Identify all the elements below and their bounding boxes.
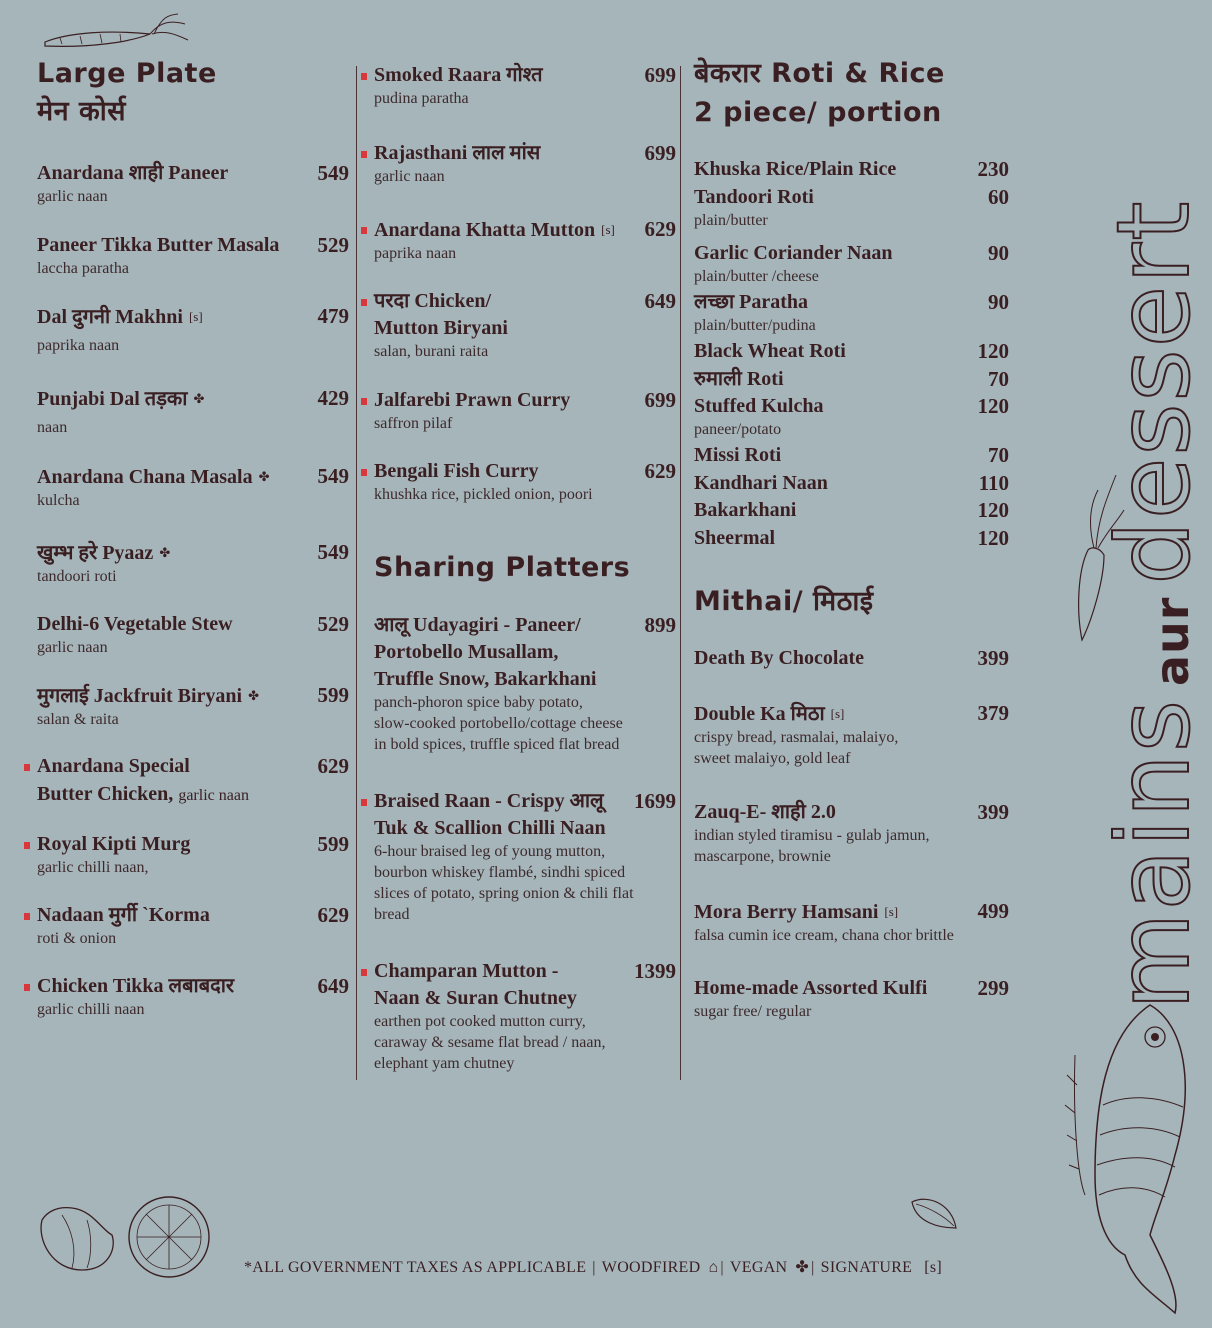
bread-item: Kandhari Naan 110 [694,471,1009,495]
signature-label: SIGNATURE [820,1259,913,1276]
menu-item-signature: Anardana Khatta Mutton [s] 629 paprika naan [374,217,676,262]
menu-item: मुगलाई Jackfruit Biryani ✤ 599 salan & raita [37,683,349,728]
vegan-icon: ✤ [193,391,205,406]
side-title-aur: aur [1145,596,1199,687]
menu-item: Delhi-6 Vegetable Stew 529 garlic naan [37,612,349,656]
menu-item: Dal दुगनी Makhni [s] 479 paprika naan [37,304,349,354]
menu-item-signature: परदा Chicken/ Mutton Biryani 649 salan, burani raita [374,289,676,360]
fish-sketch [1055,995,1195,1315]
platter-item-signature: Braised Raan - Crispy आलू Tuk & Scallion Chilli Naan 1699 6-hour braised leg of young mutton, bourbon whiskey flambé, sindhi spiced slices of potato, spring onion & chili flat bread [374,789,676,923]
dessert-item: Zauq-E- शाही 2.0 399 indian styled tiramisu - gulab jamun, mascarpone, brownie [694,800,1009,865]
main-course-heading-hindi: मेन कोर्स [37,96,127,127]
menu-item-signature: Bengali Fish Curry 629 khushka rice, pickled onion, poori [374,459,676,503]
taxes-note: *ALL GOVERNMENT TAXES AS APPLICABLE [244,1259,587,1276]
vegan-icon: ✤ [159,545,171,560]
menu-item-signature: Royal Kipti Murg 599 garlic chilli naan, [37,832,349,876]
large-plate-heading: Large Plate [37,58,217,89]
menu-item-signature: Smoked Raara गोश्त 699 pudina paratha [374,63,676,107]
vegan-icon: ✤ [258,469,270,484]
menu-item: खुम्भ हरे Pyaaz ✤ 549 tandoori roti [37,540,349,585]
menu-item-signature: Chicken Tikka लबाबदार 649 garlic chilli naan [37,974,349,1018]
lemon-slice-sketch [124,1192,214,1282]
legend-footer: *ALL GOVERNMENT TAXES AS APPLICABLE | WOODFIRED ⌂ | VEGAN ✤ | SIGNATURE [s] [244,1259,943,1276]
bread-item: Missi Roti 70 [694,443,1009,467]
portion-subheading: 2 piece/ portion [694,97,942,128]
cardamom-sketch [908,1194,960,1234]
menu-item-signature: Rajasthani लाल मांस 699 garlic naan [374,141,676,185]
bread-item: रुमाली Roti 70 [694,367,1009,391]
menu-item-signature: Jalfarebi Prawn Curry 699 saffron pilaf [374,388,676,432]
roti-rice-heading: बेकरार Roti & Rice [694,58,945,89]
mithai-heading: Mithai/ मिठाई [694,586,874,617]
menu-item-signature: Nadaan मुर्गी `Korma 629 roti & onion [37,903,349,947]
side-title-mains: mains [1095,698,1212,1010]
bread-item: Garlic Coriander Naan 90 plain/butter /cheese [694,241,1009,285]
dessert-item: Mora Berry Hamsani [s] 499 falsa cumin ice cream, chana chor brittle [694,899,1009,944]
platter-item: आलू Udayagiri - Paneer/ Portobello Musallam, Truffle Snow, Bakarkhani 899 panch-phoron spice baby potato, slow-cooked portobello/cottage cheese in bold spices, truffle spiced flat bread [374,613,676,753]
gourd-sketch [32,1200,122,1280]
bread-item: Tandoori Roti 60 plain/butter [694,185,1009,229]
signature-tag: [s] [884,904,899,919]
signature-tag: [s] [188,309,203,324]
bread-item: Khuska Rice/Plain Rice 230 [694,157,1009,181]
menu-item: Paneer Tikka Butter Masala 529 laccha paratha [37,233,349,277]
vegan-icon: ✤ [795,1259,810,1276]
menu-item: Anardana Chana Masala ✤ 549 kulcha [37,464,349,509]
bread-item: Bakarkhani 120 [694,498,1009,522]
sharing-platters-heading: Sharing Platters [374,552,631,583]
woodfired-icon: ⌂ [708,1259,719,1276]
signature-tag: [s] [830,706,845,721]
menu-item-signature: Anardana Special Butter Chicken, garlic naan 629 [37,753,349,809]
vegan-label: VEGAN [729,1259,788,1276]
dessert-item: Home-made Assorted Kulfi 299 sugar free/ regular [694,976,1009,1020]
vegan-icon: ✤ [248,688,260,703]
woodfired-label: WOODFIRED [601,1259,701,1276]
signature-mark: [s] [924,1259,943,1276]
bread-item: Sheermal 120 [694,526,1009,550]
column-divider-2 [680,66,681,1080]
side-title-dessert: dessert [1095,199,1212,585]
signature-tag: [s] [601,222,615,237]
bread-item: Black Wheat Roti 120 [694,339,1009,363]
bread-item: Stuffed Kulcha 120 paneer/potato [694,394,1009,438]
bread-item: लच्छा Paratha 90 plain/butter/pudina [694,290,1009,334]
carrot-sketch-top [40,12,190,52]
side-title [1095,200,1212,1010]
dessert-item: Double Ka मिठा [s] 379 crispy bread, rasmalai, malaiyo, sweet malaiyo, gold leaf [694,701,1009,767]
column-divider-1 [356,66,357,1080]
platter-item-signature: Champaran Mutton - Naan & Suran Chutney 1399 earthen pot cooked mutton curry, caraway & sesame flat bread / naan, elephant yam chutney [374,959,676,1072]
dessert-item: Death By Chocolate 399 [694,646,1009,670]
menu-item: Punjabi Dal तड़का ✤ 429 naan [37,386,349,436]
menu-item: Anardana शाही Paneer 549 garlic naan [37,161,349,205]
